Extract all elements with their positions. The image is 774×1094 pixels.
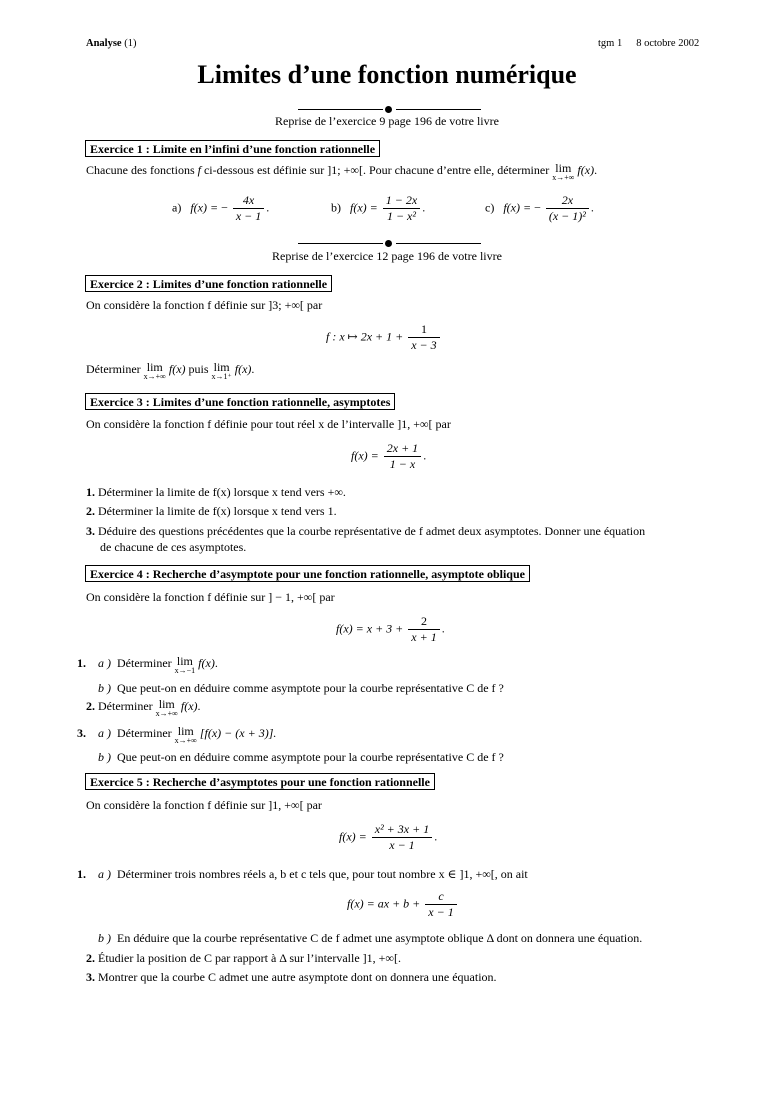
exercise-3-formula: f(x) = $\frac{2x + 1}{1 - x}$ . xyxy=(351,441,427,471)
exercise-3-question-3-cont: de chacune de ces asymptotes. xyxy=(100,540,247,554)
exercise-4-question-3b: b ) Que peut-on en déduire comme asymptote pour la courbe représentative C de f ? xyxy=(98,750,504,764)
exercise-4-heading: Exercice 4 : Recherche d’asymptote pour une fonction rationnelle, asymptote oblique xyxy=(85,565,530,582)
exercise-4-formula: f(x) = x + 3 + $\frac{2}{x + 1}$ . xyxy=(336,614,445,644)
exercise-1-function-b: b) f(x) = $\frac{1 - 2x}{\text{1 − x²}}$ . xyxy=(331,193,426,223)
exercise-1-heading: Exercice 1 : Limite en l’infini d’une fonction rationnelle xyxy=(85,140,380,157)
exercise-5-decomposition: f(x) = ax + b + $\frac{c}{x - 1}$ xyxy=(347,889,459,920)
exercise-3-intro: On considère la fonction f définie pour tout réel x de l’intervalle ]1, +∞[ par xyxy=(86,417,451,431)
header-date: 8 octobre 2002 xyxy=(636,38,700,49)
exercise-5-question-1b: b ) En déduire que la courbe représentative C de f admet une asymptote oblique Δ dont on donnera une équation. xyxy=(98,931,643,945)
exercise-4-question-3a: 3. a ) Déterminer lim x→+∞ [f(x) − (x + 3)]. xyxy=(77,724,277,745)
exercise-4-question-2: 2. Déterminer lim x→+∞ f(x). xyxy=(86,697,201,718)
exercise-1-function-a: a) f(x) = − $\frac{4x}{x - 1}$ . xyxy=(172,193,270,223)
reprise-note-1: Reprise de l’exercice 9 page 196 de votre livre xyxy=(275,114,499,128)
exercise-5-intro: On considère la fonction f définie sur ]1, +∞[ par xyxy=(86,798,322,812)
exercise-4-question-1b: b ) Que peut-on en déduire comme asymptote pour la courbe représentative C de f ? xyxy=(98,681,504,695)
exercise-3-question-3: 3. Déduire des questions précédentes que la courbe représentative de f admet deux asymptotes. Donner une équation xyxy=(86,524,646,538)
exercise-5-heading: Exercice 5 : Recherche d’asymptotes pour une fonction rationnelle xyxy=(85,773,435,790)
header-right xyxy=(598,38,699,49)
header-subject: Analyse (1) xyxy=(86,38,137,49)
exercise-2-formula: f : x ↦ 2x + 1 + $\frac{1}{x - 3}$ xyxy=(326,322,442,353)
exercise-4-intro: On considère la fonction f définie sur ] − 1, +∞[ par xyxy=(86,590,335,604)
exercise-4-question-1a: 1. a ) Déterminer lim x→−1 f(x). xyxy=(77,654,218,675)
exercise-5-question-3: 3. Montrer que la courbe C admet une autre asymptote dont on donnera une équation. xyxy=(86,970,497,984)
exercise-2-intro: On considère la fonction f définie sur ]3; +∞[ par xyxy=(86,298,323,312)
reprise-note-2: Reprise de l’exercice 12 page 196 de votre livre xyxy=(272,249,502,263)
header-class: tgm 1 xyxy=(598,38,623,49)
exercise-1-function-c: c) f(x) = − $\frac{2x}{\text{(x − 1)²}}$ . xyxy=(485,193,594,223)
exercise-3-question-1: 1. Déterminer la limite de f(x) lorsque x tend vers +∞. xyxy=(86,485,346,499)
exercise-2-question: Déterminer lim x→+∞ f(x) puis lim x→1⁺ f(x). xyxy=(86,360,255,381)
exercise-5-formula: f(x) = $\frac{\text{x² + 3x + 1}}{x - 1}$ . xyxy=(339,822,438,852)
exercise-5-question-2: 2. Étudier la position de C par rapport à Δ sur l’intervalle ]1, +∞[. xyxy=(86,951,401,965)
exercise-3-question-2: 2. Déterminer la limite de f(x) lorsque x tend vers 1. xyxy=(86,504,337,518)
exercise-5-question-1a: 1. a ) Déterminer trois nombres réels a, b et c tels que, pour tout nombre x ∈ ]1, +∞[, on ait xyxy=(77,867,528,881)
page-title: Limites d’une fonction numérique xyxy=(197,60,577,89)
exercise-2-heading: Exercice 2 : Limites d’une fonction rationnelle xyxy=(85,275,332,292)
exercise-3-heading: Exercice 3 : Limites d’une fonction rationnelle, asymptotes xyxy=(85,393,395,410)
exercise-1-intro: Chacune des fonctions f ci-dessous est définie sur ]1; +∞[. Pour chacune d’entre elle, déterminer lim x→+∞ f(x). xyxy=(86,161,598,182)
